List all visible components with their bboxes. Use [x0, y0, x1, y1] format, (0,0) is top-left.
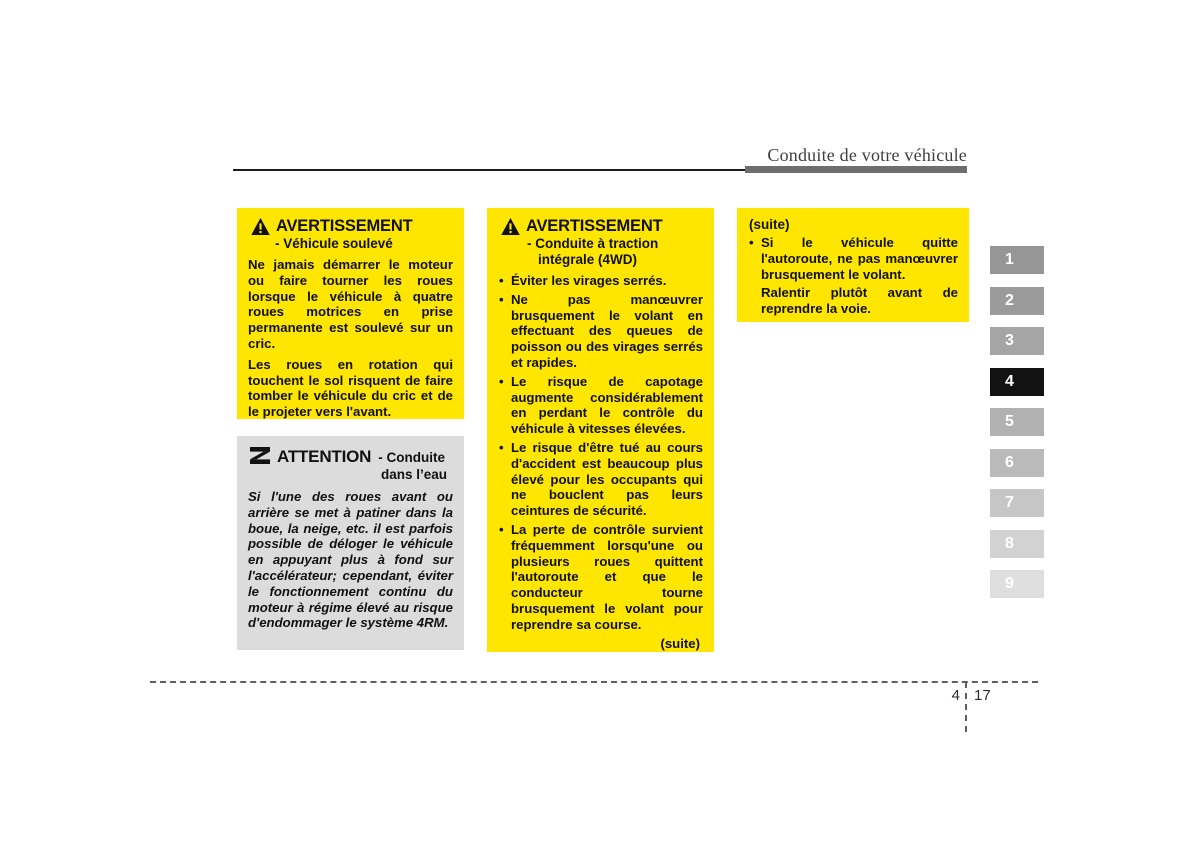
warning-box-vehicule-souleve	[237, 208, 464, 419]
warning-subtitle-line1: - Conduite à traction	[527, 236, 659, 251]
attention-subtitle-line1: - Conduite	[378, 450, 445, 465]
attention-box-conduite-eau	[237, 436, 464, 650]
chapter-tab: 6	[990, 449, 1044, 477]
chapter-tab: 4	[990, 368, 1044, 396]
chapter-tab: 9	[990, 570, 1044, 598]
paragraph: Ne jamais démarrer le moteur ou faire tourner les roues lorsque le véhicule à quatre roues motrices en prise permanente est soulevé sur un cric.	[248, 257, 453, 351]
bullet-item: • Éviter les virages serrés.	[498, 273, 703, 289]
bullet-item: • Ne pas manœuvrer brusquement le volant en effectuant des queues de poisson ou des virages serrés et rapides.	[498, 292, 703, 371]
suite-label: (suite)	[749, 217, 790, 232]
header-rule-thin	[233, 169, 745, 171]
footer-chapter-number: 4	[951, 687, 960, 704]
warning-body	[248, 257, 453, 419]
warning-box-4wd	[487, 208, 714, 652]
warning-subtitle: - Véhicule soulevé	[275, 236, 393, 251]
chapter-tab: 7	[990, 489, 1044, 517]
chapter-tab: 8	[990, 530, 1044, 558]
paragraph: Si l'une des roues avant ou arrière se met à patiner dans la boue, la neige, etc. il est parfois possible de déloger le véhicule en appuyant plus à fond sur l'accélérateur; cependant, éviter le fonctionnement continu du moteur à régime élevé au risque d'endommager le système 4RM.	[248, 489, 453, 631]
attention-box-header	[250, 445, 453, 467]
warning-title: AVERTISSEMENT	[526, 217, 663, 235]
attention-subtitle-line2: dans l’eau	[380, 467, 447, 482]
suite-bullet-list	[748, 235, 958, 282]
footer-page-number: 17	[974, 687, 991, 704]
paragraph: Les roues en rotation qui touchent le sol risquent de faire tomber le véhicule du cric et de le projeter vers l'avant.	[248, 356, 453, 419]
chapter-tab: 2	[990, 287, 1044, 315]
footer-dashed-rule	[150, 681, 1038, 683]
bullet-item: • La perte de contrôle survient fréquemment lorsqu'une ou plusieurs roues quittent l'autoroute et que le conducteur tourne brusquement le volant pour reprendre sa course.	[498, 522, 703, 633]
warning-triangle-icon	[501, 218, 520, 235]
bullet-item: • Le risque d'être tué au cours d'accident est beaucoup plus élevé pour les occupants qui ne bouclent pas leurs ceintures de sécurité.	[498, 440, 703, 519]
warning-box-header	[501, 217, 703, 236]
page-title: Conduite de votre véhicule	[767, 145, 967, 165]
attention-z-icon	[250, 447, 270, 464]
chapter-tab: 1	[990, 246, 1044, 274]
bullet-item: • Le risque de capotage augmente considérablement en perdant le contrôle du véhicule à vitesses élevées.	[498, 374, 703, 437]
attention-title: ATTENTION	[277, 447, 372, 466]
warning-subtitle-line2: intégrale (4WD)	[538, 252, 638, 267]
warning-title: AVERTISSEMENT	[276, 217, 413, 235]
warning-triangle-icon	[251, 218, 270, 235]
footer-dashed-divider	[965, 682, 967, 732]
header-rule-thick	[745, 166, 967, 173]
warning-box-header	[251, 217, 453, 236]
chapter-tab: 3	[990, 327, 1044, 355]
bullet-item: • Si le véhicule quitte l'autoroute, ne pas manœuvrer brusquement le volant.	[748, 235, 958, 282]
chapter-tab-strip	[990, 246, 1044, 598]
warning-box-suite	[737, 208, 969, 322]
warning-bullet-list	[498, 273, 703, 633]
chapter-tab: 5	[990, 408, 1044, 436]
suite-continued-label: (suite)	[660, 635, 700, 651]
suite-paragraph: Ralentir plutôt avant de reprendre la voie.	[761, 285, 958, 317]
attention-body	[248, 489, 453, 631]
